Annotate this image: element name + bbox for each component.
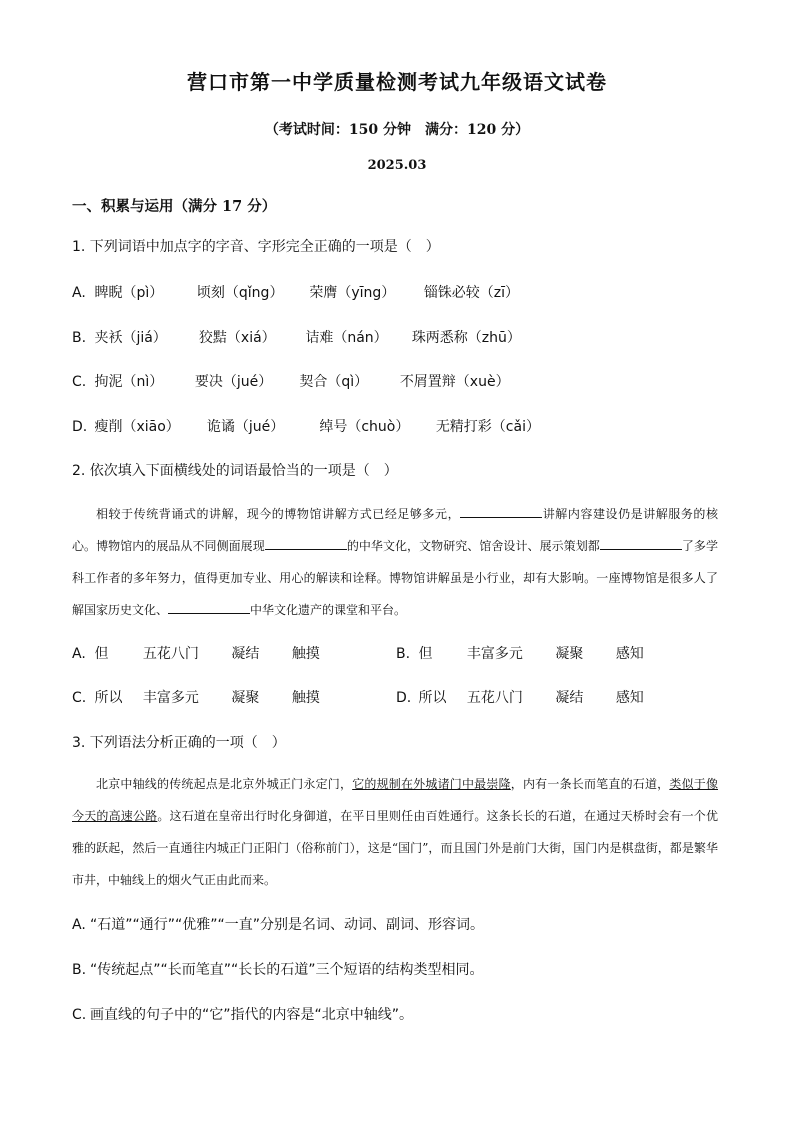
option-item: 顷刻（qǐng） — [196, 285, 284, 301]
section-heading: 一、积累与运用（满分 17 分） — [72, 198, 277, 215]
option-letter: A. — [72, 917, 86, 933]
q3-passage — [72, 768, 718, 896]
option-item: 所以 — [418, 690, 447, 706]
question-2-stem: 2. 依次填入下面横线处的词语最恰当的一项是（ ） — [72, 463, 398, 479]
exam-subtitle: （考试时间：150 分钟 满分：120 分） — [264, 122, 530, 138]
option-letter: C. — [72, 690, 87, 706]
exam-title: 营口市第一中学质量检测考试九年级语文试卷 — [187, 70, 607, 94]
option-item: 锱铢必较（zī） — [423, 285, 520, 301]
option-item: 丰富多元 — [142, 690, 199, 706]
q1-option-b — [72, 327, 521, 347]
option-item: 但 — [418, 646, 433, 662]
option-item: 感知 — [615, 690, 644, 706]
fill-blank — [265, 537, 347, 550]
passage-text: 中华文化遗产的课堂和平台。 — [250, 603, 407, 617]
option-letter: B. — [72, 962, 87, 978]
option-item: 瘦削（xiāo） — [94, 419, 180, 435]
option-item: 不屑置辩（xuè） — [399, 374, 510, 390]
q2-option-a — [72, 643, 320, 663]
option-letter: D. — [396, 690, 412, 706]
option-item: 凝结 — [231, 646, 260, 662]
q2-option-b — [396, 643, 644, 663]
option-text: “石道”“通行”“优雅”“一直”分别是名词、动词、副词、形容词。 — [90, 917, 485, 933]
option-item: 凝结 — [555, 690, 584, 706]
option-item: 睥睨（pì） — [94, 285, 164, 301]
option-item: 五花八门 — [142, 646, 199, 662]
option-item: 感知 — [615, 646, 644, 662]
option-letter: B. — [396, 646, 411, 662]
option-item: 狡黠（xiá） — [198, 330, 276, 346]
q1-option-c — [72, 371, 510, 391]
passage-text: 。这石道在皇帝出行时化身御道，在平日里则任由百姓通行。这条长长的石道，在通过天桥时会有一个优雅的跃起，然后一直通往内城正门正阳门（俗称前门），这是“国门”，而且国门外是前门大街，国门内是棋盘街，都是繁华市井，中轴线上的烟火气正由此而来。 — [72, 809, 718, 887]
q2-option-c — [72, 687, 320, 707]
q3-option-a — [72, 914, 484, 934]
q2-passage — [72, 498, 718, 626]
option-item: 触摸 — [291, 646, 320, 662]
fill-blank — [168, 601, 250, 614]
option-item: 无精打彩（cǎi） — [435, 419, 540, 435]
option-text: “传统起点”“长而笔直”“长长的石道”三个短语的结构类型相同。 — [90, 962, 484, 978]
exam-date: 2025.03 — [367, 158, 427, 173]
option-item: 凝聚 — [231, 690, 260, 706]
passage-text: 讲解内容建设仍是讲解服务的核心。博物馆内的展品从不同侧面展现 — [72, 507, 718, 553]
option-letter: C. — [72, 1007, 87, 1023]
q3-option-b — [72, 959, 484, 979]
option-item: 但 — [94, 646, 109, 662]
q1-option-d — [72, 416, 540, 436]
option-letter: C. — [72, 374, 87, 390]
q3-option-c — [72, 1004, 413, 1024]
fill-blank — [600, 537, 682, 550]
option-item: 要决（jué） — [194, 374, 273, 390]
passage-text: 北京中轴线的传统起点是北京外城正门永定门， — [96, 777, 353, 791]
option-letter: B. — [72, 330, 87, 346]
passage-text: 的中华文化，文物研究、馆舍设计、展示策划都 — [346, 539, 600, 553]
underlined-phrase: 类似于像今天的高速公路 — [72, 777, 718, 823]
q2-option-d — [396, 687, 644, 707]
passage-text: ，内有一条长而笔直的石道， — [510, 777, 670, 791]
option-item: 荣膺（yīng） — [309, 285, 396, 301]
option-letter: A. — [72, 285, 86, 301]
option-item: 夹袄（jiá） — [94, 330, 167, 346]
option-item: 凝聚 — [555, 646, 584, 662]
question-3-stem: 3. 下列语法分析正确的一项（ ） — [72, 735, 286, 751]
option-item: 触摸 — [291, 690, 320, 706]
passage-text: 了多学科工作者的多年努力，值得更加专业、用心的解读和诠释。博物馆讲解虽是小行业，却有大影响。一座博物馆是很多人了解国家历史文化、 — [72, 539, 718, 617]
option-item: 拘泥（nì） — [94, 374, 164, 390]
option-item: 所以 — [94, 690, 123, 706]
option-item: 诡谲（jué） — [206, 419, 285, 435]
option-item: 契合（qì） — [299, 374, 369, 390]
option-letter: D. — [72, 419, 88, 435]
option-item: 丰富多元 — [466, 646, 523, 662]
passage-text: 相较于传统背诵式的讲解，现今的博物馆讲解方式已经足够多元， — [96, 507, 461, 521]
question-1-stem: 1. 下列词语中加点字的字音、字形完全正确的一项是（ ） — [72, 239, 440, 255]
option-item: 绰号（chuò） — [319, 419, 410, 435]
fill-blank — [460, 505, 542, 518]
underlined-sentence: 它的规制在外城诸门中最崇隆 — [352, 777, 511, 791]
option-item: 珠两悉称（zhū） — [411, 330, 521, 346]
option-item: 诘难（nán） — [305, 330, 388, 346]
q1-option-a — [72, 282, 519, 302]
option-letter: A. — [72, 646, 86, 662]
option-text: 画直线的句子中的“它”指代的内容是“北京中轴线”。 — [90, 1007, 414, 1023]
option-item: 五花八门 — [466, 690, 523, 706]
